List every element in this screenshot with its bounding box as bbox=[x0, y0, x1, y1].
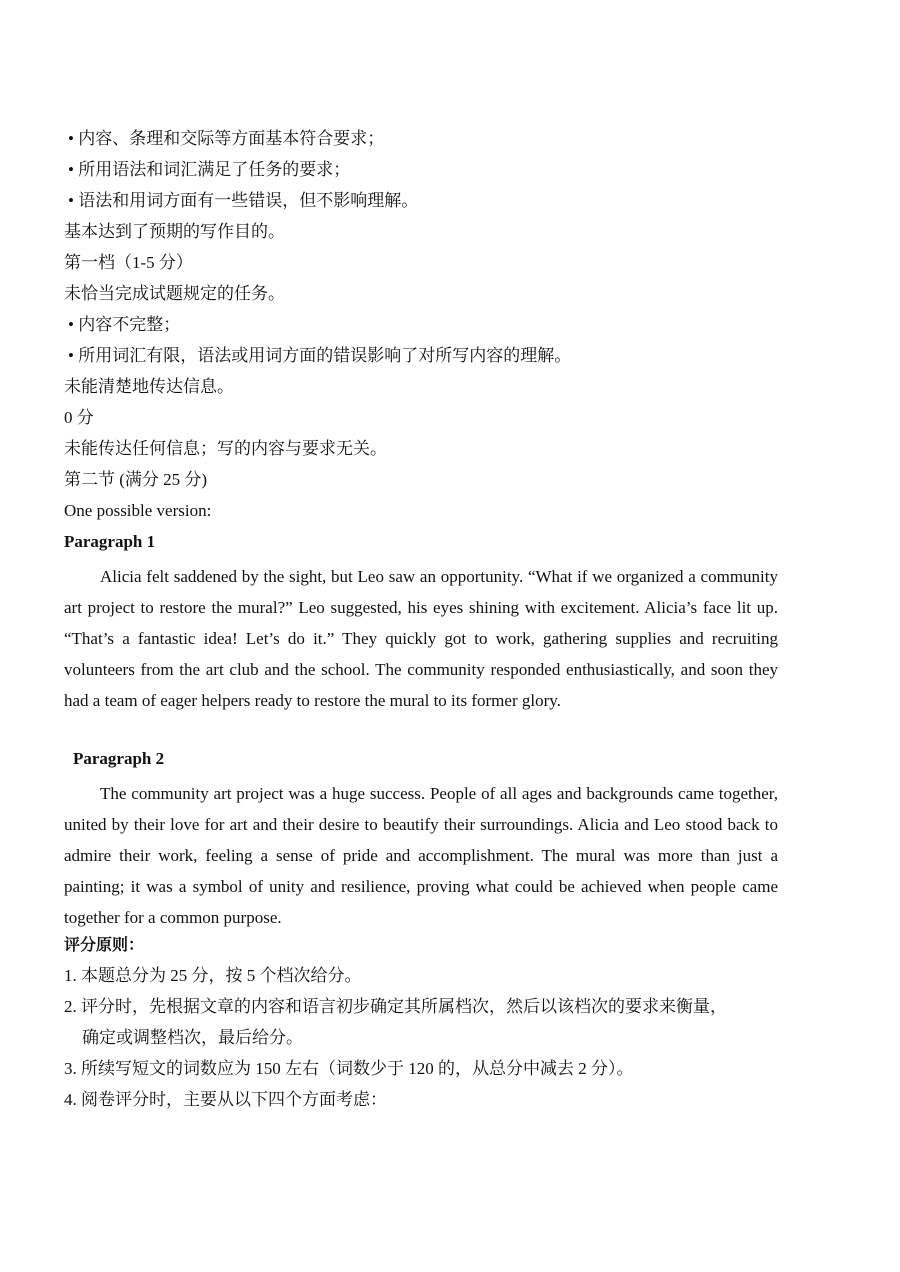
tier-one-heading: 第一档（1-5 分） bbox=[64, 253, 193, 272]
scoring-item: 1. 本题总分为 25 分，按 5 个档次给分。 bbox=[64, 966, 362, 985]
criteria-summary: 基本达到了预期的写作目的。 bbox=[64, 222, 285, 241]
paragraph-1-text: Alicia felt saddened by the sight, but Leo saw an opportunity. “What if we organized a community art project to restore the mural?” Leo suggested, his eyes shining with excitement. Alicia’s face lit up. “That’s a fantastic idea! Let’s do it.” They quickly got to work, gathering supplies and recruiting volunteers from the art club and the school. The community responded enthusiastically, and soon they had a team of eager helpers ready to restore the mural to its former glory. bbox=[64, 567, 778, 710]
paragraph-2-label: Paragraph 2 bbox=[73, 749, 165, 768]
section-two-intro: One possible version: bbox=[64, 501, 212, 520]
criteria-bullet: • 内容、条理和交际等方面基本符合要求； bbox=[68, 129, 385, 148]
scoring-item: 2. 评分时，先根据文章的内容和语言初步确定其所属档次，然后以该档次的要求来衡量， bbox=[64, 997, 727, 1016]
tier-zero-desc: 未能传达任何信息；写的内容与要求无关。 bbox=[64, 439, 387, 458]
criteria-bullet: • 语法和用词方面有一些错误，但不影响理解。 bbox=[68, 191, 419, 210]
tier-one-summary: 未能清楚地传达信息。 bbox=[64, 377, 234, 396]
scoring-item-continuation: 确定或调整档次，最后给分。 bbox=[82, 1028, 303, 1047]
criteria-bullet: • 所用语法和词汇满足了任务的要求； bbox=[68, 160, 351, 179]
tier-one-desc: 未恰当完成试题规定的任务。 bbox=[64, 284, 285, 303]
scoring-item: 4. 阅卷评分时，主要从以下四个方面考虑： bbox=[64, 1090, 387, 1109]
paragraph-2-text: The community art project was a huge success. People of all ages and backgrounds came together, united by their love for art and their desire to beautify their surroundings. Alicia and Leo stood back to admire their work, feeling a sense of pride and accomplishment. The mural was more than just a painting; it was a symbol of unity and resilience, proving what could be achieved when people came together for a common purpose. bbox=[64, 784, 778, 927]
scoring-heading: 评分原则： bbox=[64, 935, 145, 954]
tier-one-bullet: • 内容不完整； bbox=[68, 315, 181, 334]
tier-one-bullet: • 所用词汇有限，语法或用词方面的错误影响了对所写内容的理解。 bbox=[68, 346, 572, 365]
paragraph-1-label: Paragraph 1 bbox=[64, 532, 156, 551]
scoring-item: 3. 所续写短文的词数应为 150 左右（词数少于 120 的，从总分中减去 2 分）。 bbox=[64, 1059, 634, 1078]
section-two-heading: 第二节 (满分 25 分) bbox=[64, 470, 208, 489]
tier-zero-heading: 0 分 bbox=[64, 408, 94, 427]
